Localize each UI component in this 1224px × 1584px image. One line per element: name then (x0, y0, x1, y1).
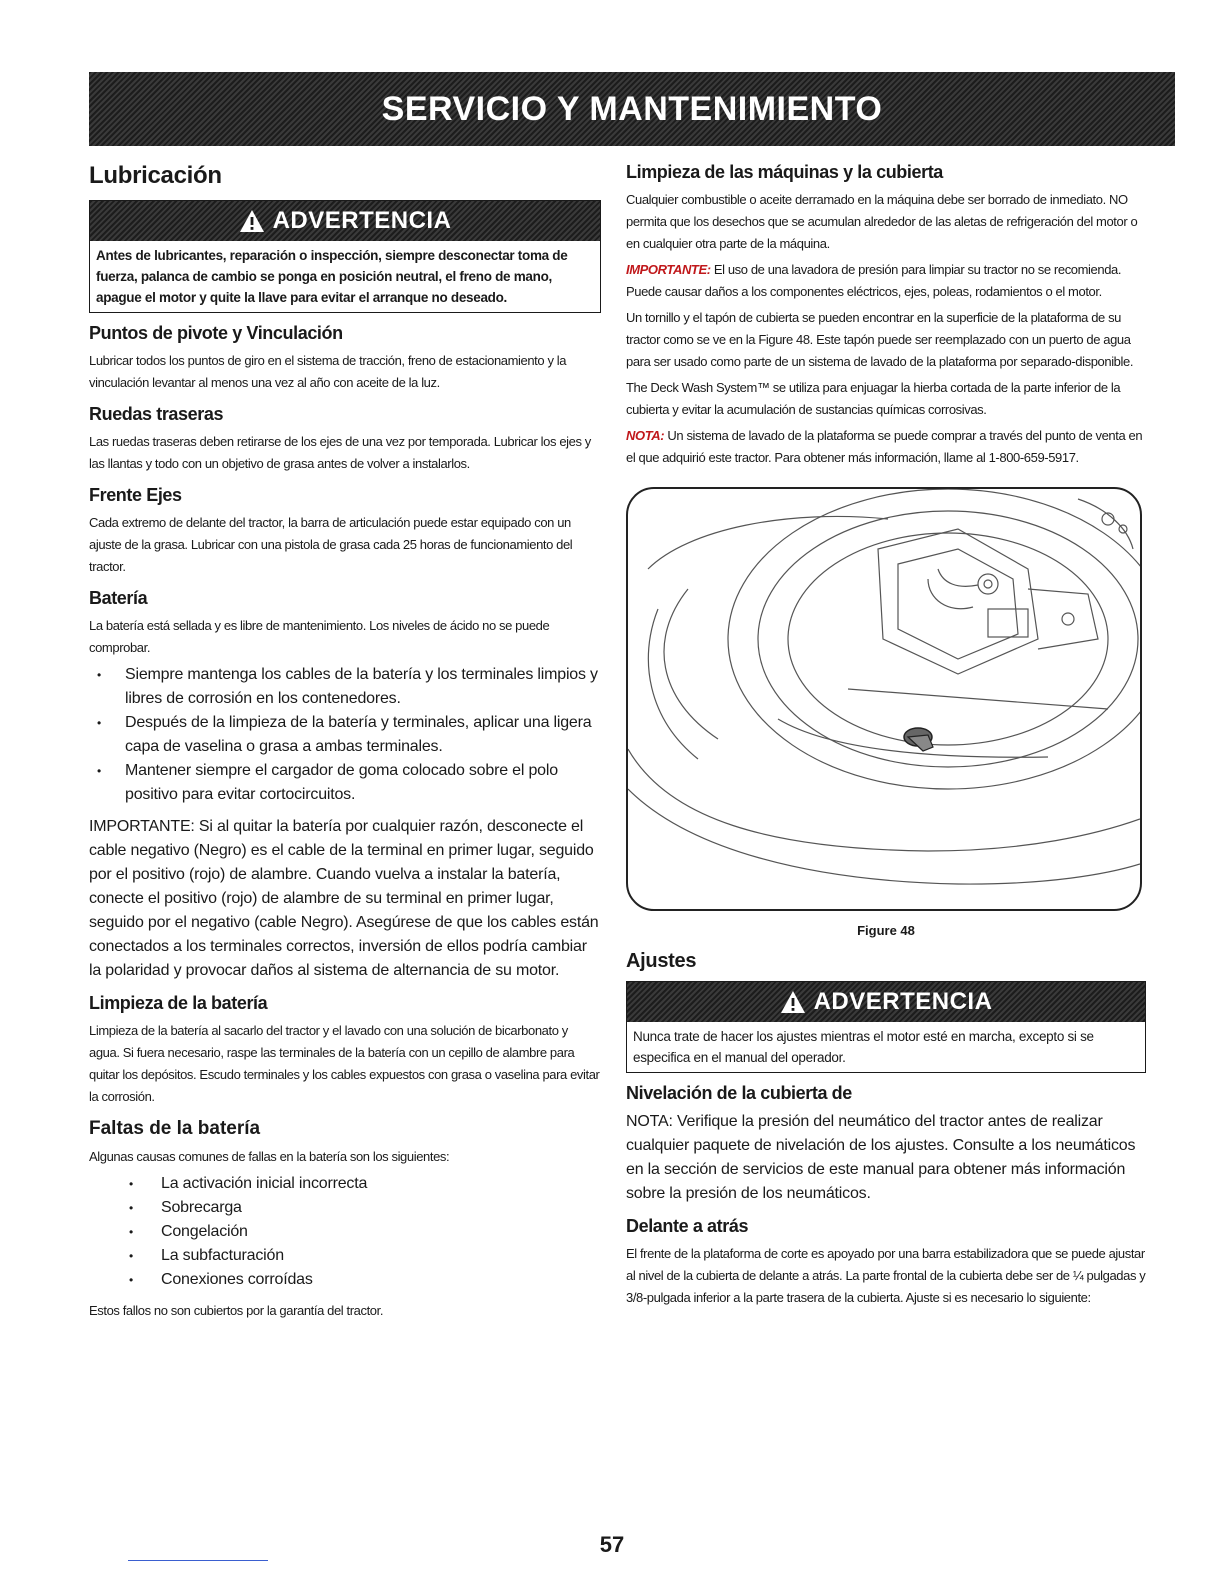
pivote-heading: Puntos de pivote y Vinculación (89, 323, 343, 343)
list-item: • Conexiones corroídas (89, 1268, 601, 1292)
list-item: • La subfacturación (89, 1244, 601, 1268)
nota-label: NOTA: (626, 428, 665, 443)
limpieza-maquinas-heading: Limpieza de las máquinas y la cubierta (626, 162, 943, 182)
list-item: • La activación inicial incorrecta (89, 1172, 601, 1196)
limpieza-bateria-heading: Limpieza de la batería (89, 993, 268, 1013)
right-column (626, 150, 1146, 1313)
warning-box-lubricacion (89, 200, 601, 313)
deck-plug (904, 728, 933, 751)
list-item: • Siempre mantenga los cables de la batería y los terminales limpios y libres de corrosión en los contenedores. (89, 663, 601, 711)
list-item: • Sobrecarga (89, 1196, 601, 1220)
importante-paragraph (626, 259, 1146, 303)
faltas-list (89, 1172, 601, 1292)
ruedas-text: Las ruedas traseras deben retirarse de los ejes de una vez por temporada. Lubricar los ejes y las llantas y todo con un objetivo de grasa antes de volver a instalarlos. (89, 434, 591, 471)
delante-atras-heading: Delante a atrás (626, 1216, 749, 1236)
warning-header (627, 982, 1145, 1022)
ajustes-heading: Ajustes (626, 950, 697, 972)
bateria-heading: Batería (89, 588, 148, 608)
warning-title: ADVERTENCIA (272, 207, 452, 234)
nivelacion-heading: Nivelación de la cubierta de (626, 1083, 852, 1103)
section-banner (89, 72, 1175, 146)
nivelacion-text: NOTA: Verifique la presión del neumático del tractor antes de realizar cualquier paquete de nivelación de los ajustes. Consulte a los neumáticos en la sección de servicios de este manual para obtener más información sobre la presión de los neumáticos. (626, 1113, 1136, 1202)
warning-title: ADVERTENCIA (813, 988, 993, 1015)
deck-drawing (628, 489, 1140, 909)
importante-label: IMPORTANTE: (626, 262, 711, 277)
limpieza-bateria-text: Limpieza de la batería al sacarlo del tractor y el lavado con una solución de bicarbonato y agua. Si fuera necesario, raspe las terminales de la batería con un cepillo de alambre para quitar los depósitos. Escudo terminales y los cables expuestos con grasa o vaselina para evitar la corrosión. (89, 1023, 600, 1104)
warning-box-ajustes (626, 981, 1146, 1073)
lubricacion-heading: Lubricación (89, 162, 222, 189)
faltas-footer: Estos fallos no son cubiertos por la garantía del tractor. (89, 1303, 384, 1318)
bateria-text: La batería está sellada y es libre de mantenimiento. Los niveles de ácido no se puede comprobar. (89, 618, 550, 655)
importante-text: El uso de una lavadora de presión para limpiar su tractor no se recomienda. Puede causar daños a los componentes eléctricos, ejes, poleas, rodamientos o el motor. (626, 262, 1122, 299)
left-column (89, 150, 601, 1326)
list-item: • Después de la limpieza de la batería y terminales, aplicar una ligera capa de vaselina o grasa a ambas terminales. (89, 711, 601, 759)
warning-text: Antes de lubricantes, reparación o inspección, siempre desconectar toma de fuerza, palanca de cambio se ponga en posición neutral, el freno de mano, apague el motor y quite la llave para evitar el arranque no deseado. (96, 248, 568, 305)
faltas-heading: Faltas de la batería (89, 1118, 261, 1139)
section-title: SERVICIO Y MANTENIMIENTO (381, 89, 883, 128)
figure-48-deck-illustration (626, 487, 1142, 911)
limpieza-maquinas-p2: Un tornillo y el tapón de cubierta se pueden encontrar en la superficie de la plataforma de su tractor como se ve en la Figure 48. Este tapón puede ser reemplazado con un puerto de agua para ser usado como parte de un sistema de lavado de la plataforma por separado-disponible. (626, 310, 1134, 369)
warning-header (90, 201, 600, 241)
figure-caption: Figure 48 (857, 923, 915, 938)
limpieza-maquinas-p3: The Deck Wash System™ se utiliza para enjuagar la hierba cortada de la parte inferior de la cubierta y evitar la acumulación de sustancias químicas corrosivas. (626, 380, 1121, 417)
list-item: • Congelación (89, 1220, 601, 1244)
bateria-importante: IMPORTANTE: Si al quitar la batería por cualquier razón, desconecte el cable negativo (Negro) es el cable de la terminal en primer lugar, seguido por el positivo (rojo) de alambre. Cuando vuelva a instalar la batería, conecte el positivo (rojo) de alambre de su terminal en primer lugar, seguido por el negativo (cable Negro). Asegúrese de que los cables están conectados a los terminales correctos, inversión de ellos podría cambiar la polaridad y provocar daños al sistema de alternancia de su motor. (89, 818, 599, 979)
warning-triangle-icon (780, 990, 806, 1014)
warning-text: Nunca trate de hacer los ajustes mientras el motor esté en marcha, excepto si se especifica en el manual del operador. (633, 1029, 1094, 1065)
limpieza-maquinas-p1: Cualquier combustible o aceite derramado en la máquina debe ser borrado de inmediato. NO permita que los desechos que se acumulan alrededor de las aletas de refrigeración del motor o en cualquier otra parte de la máquina. (626, 192, 1138, 251)
delante-atras-text: El frente de la plataforma de corte es apoyado por una barra estabilizadora que se puede ajustar al nivel de la cubierta de delante a atrás. La parte frontal de la cubierta debe ser de ¼ pulgadas y 3/8-pulgada inferior a la parte trasera de la cubierta. Ajuste si es necesario lo siguiente: (626, 1246, 1146, 1305)
page-number: 57 (599, 1532, 625, 1557)
ruedas-heading: Ruedas traseras (89, 404, 224, 424)
nota-paragraph (626, 425, 1146, 469)
pivote-text: Lubricar todos los puntos de giro en el sistema de tracción, freno de estacionamiento y la vinculación levantar al menos una vez al año con aceite de la luz. (89, 353, 567, 390)
frente-ejes-text: Cada extremo de delante del tractor, la barra de articulación puede estar equipado con un ajuste de la grasa. Lubricar con una pistola de grasa cada 25 horas de funcionamiento del tractor. (89, 515, 573, 574)
faltas-intro: Algunas causas comunes de fallas en la batería son los siguientes: (89, 1149, 450, 1164)
bateria-bullet-list (89, 663, 601, 807)
list-item: • Mantener siempre el cargador de goma colocado sobre el polo positivo para evitar cortocircuitos. (89, 759, 601, 807)
footer-rule (128, 1560, 268, 1561)
nota-text: Un sistema de lavado de la plataforma se puede comprar a través del punto de venta en el que adquirió este tractor. Para obtener más información, llame al 1-800-659-5917. (626, 428, 1143, 465)
warning-triangle-icon (239, 209, 265, 233)
frente-ejes-heading: Frente Ejes (89, 485, 182, 505)
